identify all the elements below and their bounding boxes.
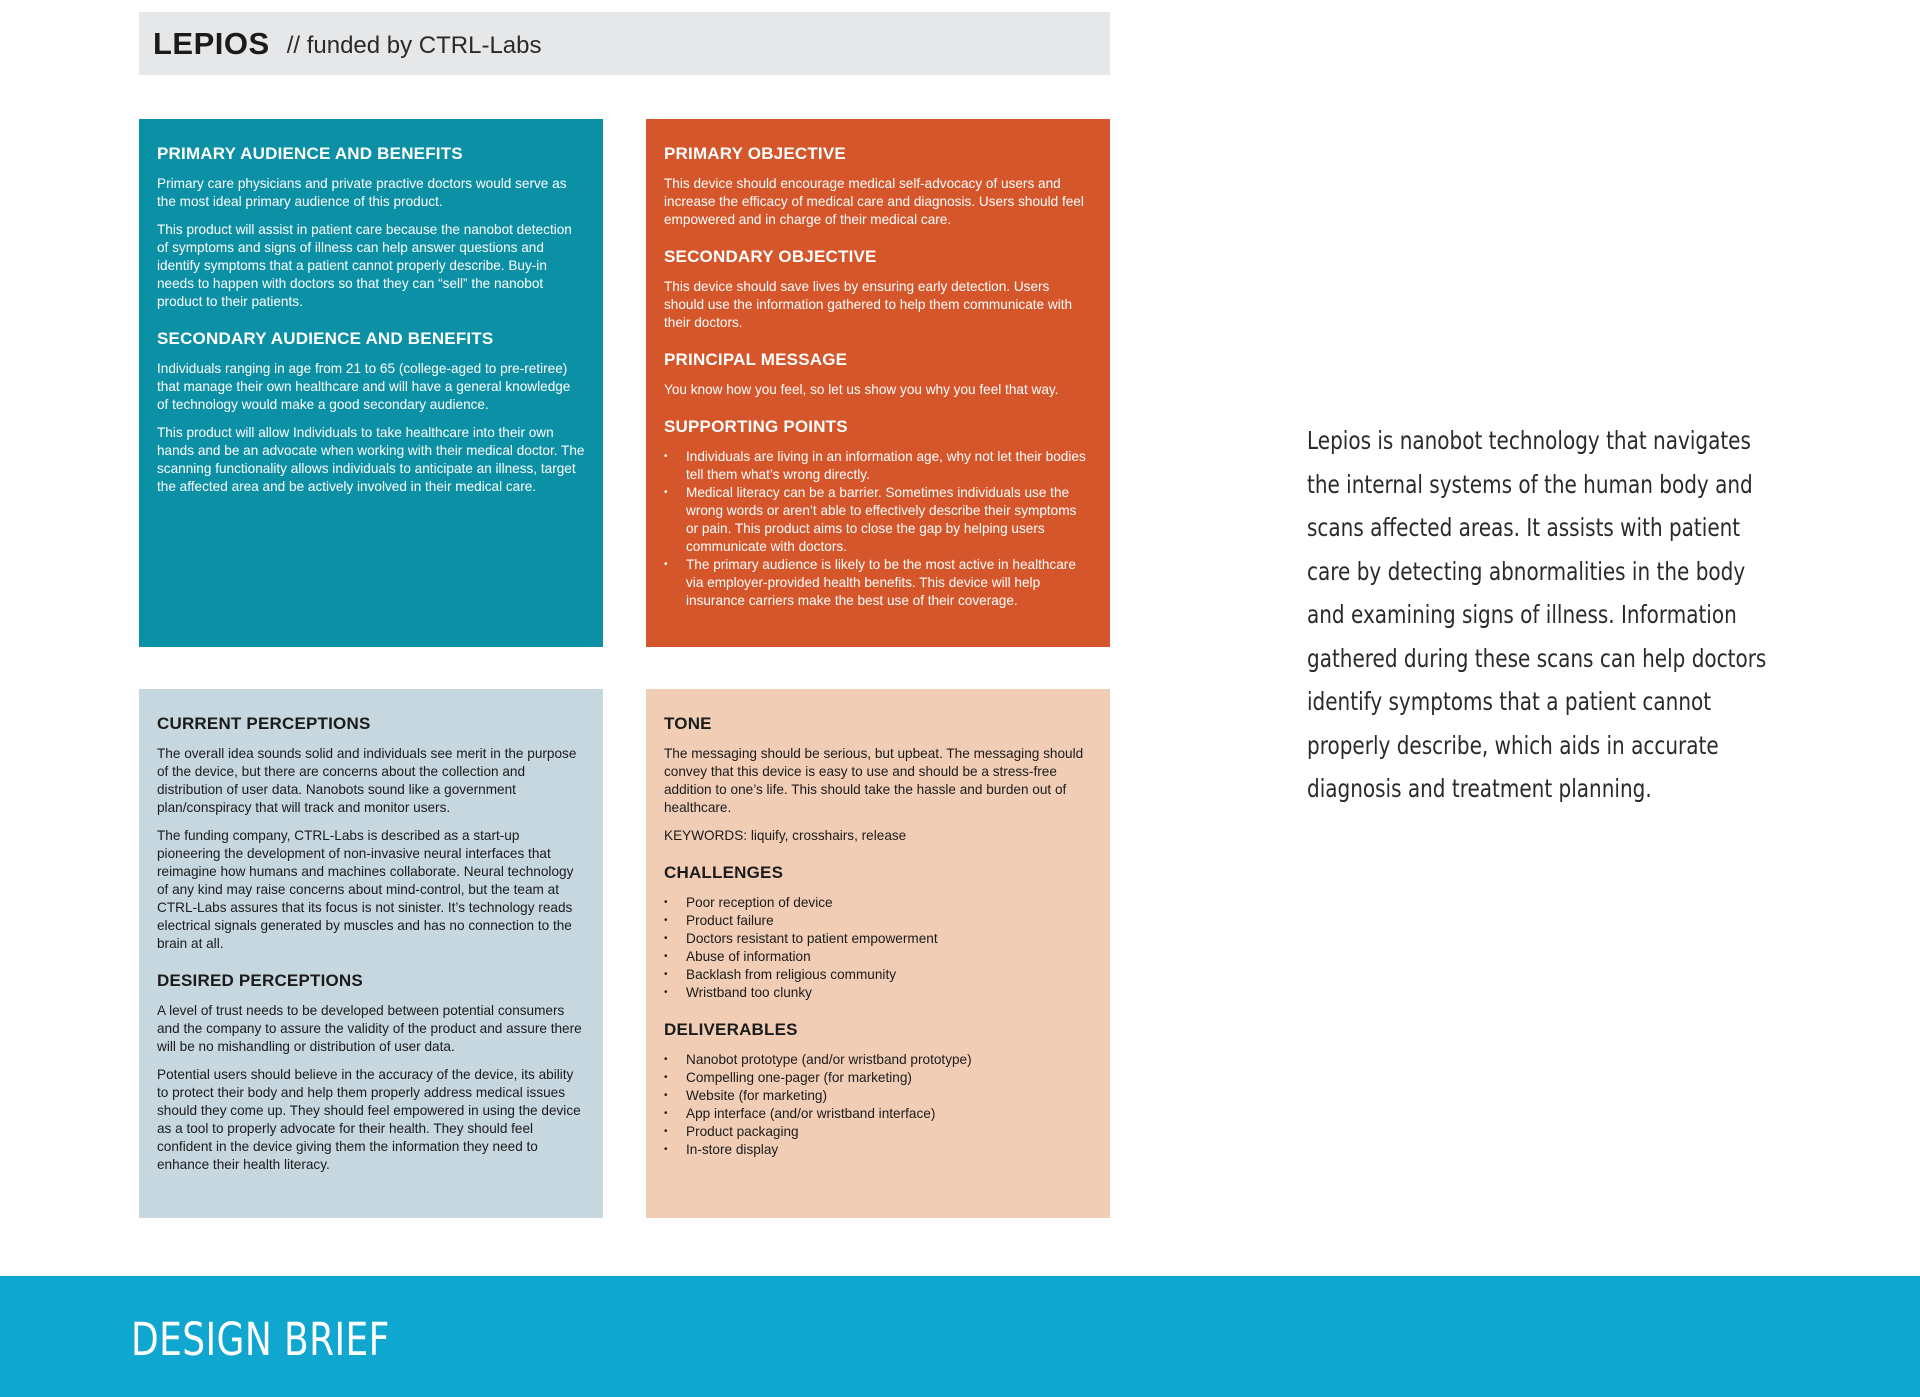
desired-perceptions-text-2: Potential users should believe in the accuracy of the device, its ability to protect their body and help them properly address medical issues should they come up. They should feel empowered in using the device as a tool to properly advocate for their health. They should feel confident in the device giving them the information they need to enhance their health literacy. [157, 1067, 581, 1172]
list-item: • Product packaging [664, 1123, 1092, 1141]
desired-perceptions-heading: DESIRED PERCEPTIONS [157, 971, 363, 990]
list-item: • Website (for marketing) [664, 1087, 1092, 1105]
list-item: • Individuals are living in an information age, why not let their bodies tell them what’s wrong directly. [664, 448, 1092, 484]
deliverables-heading: DELIVERABLES [664, 1020, 798, 1039]
tone-heading: TONE [664, 714, 712, 733]
tone-card [646, 689, 1110, 1218]
header-bar [139, 12, 1110, 75]
list-item: • Poor reception of device [664, 894, 1092, 912]
list-item: • Doctors resistant to patient empowerment [664, 930, 1092, 948]
supporting-points-list [664, 448, 1092, 610]
secondary-objective-text: This device should save lives by ensuring early detection. Users should use the information gathered to help them communicate with their doctors. [664, 279, 1073, 330]
list-item: • The primary audience is likely to be the most active in healthcare via employer-provided health benefits. This device will help insurance carriers make the best use of their coverage. [664, 556, 1092, 610]
primary-audience-text-1: Primary care physicians and private practive doctors would serve as the most ideal primary audience of this product. [157, 176, 567, 209]
tone-text: The messaging should be serious, but upbeat. The messaging should convey that this device is easy to use and should be a stress-free addition to one’s life. This should take the hassle and burden out of healthcare. [664, 746, 1084, 815]
brand-name: LEPIOS [153, 25, 270, 61]
list-item: • Nanobot prototype (and/or wristband prototype) [664, 1051, 1092, 1069]
list-item: • Abuse of information [664, 948, 1092, 966]
primary-objective-text: This device should encourage medical self-advocacy of users and increase the efficacy of medical care and diagnosis. Users should feel empowered and in charge of their medical care. [664, 176, 1084, 227]
list-item: • Wristband too clunky [664, 984, 1092, 1002]
product-description: Lepios is nanobot technology that navigates the internal systems of the human body and scans affected areas. It assists with patient care by detecting abnormalities in the body and examining signs of illness. Information gathered during these scans can help doctors identify symptoms that a patient cannot properly describe, which aids in accurate diagnosis and treatment planning. [1307, 426, 1767, 803]
challenges-list [664, 894, 1092, 1002]
perceptions-card [139, 689, 603, 1218]
audience-card [139, 119, 603, 647]
supporting-points-heading: SUPPORTING POINTS [664, 417, 848, 436]
deliverables-list [664, 1051, 1092, 1159]
primary-audience-heading: PRIMARY AUDIENCE AND BENEFITS [157, 144, 463, 163]
objective-card [646, 119, 1110, 647]
principal-message-heading: PRINCIPAL MESSAGE [664, 350, 848, 369]
keywords-text: KEYWORDS: liquify, crosshairs, release [664, 828, 907, 843]
list-item: • App interface (and/or wristband interface) [664, 1105, 1092, 1123]
footer-band [0, 1276, 1920, 1397]
list-item: • Compelling one-pager (for marketing) [664, 1069, 1092, 1087]
desired-perceptions-text-1: A level of trust needs to be developed between potential consumers and the company to assure the validity of the product and assure there will be no mishandling or distribution of user data. [157, 1003, 582, 1054]
footer-title: DESIGN BRIEF [131, 1313, 390, 1366]
challenges-heading: CHALLENGES [664, 863, 784, 882]
list-item: • Product failure [664, 912, 1092, 930]
list-item: • Backlash from religious community [664, 966, 1092, 984]
secondary-audience-heading: SECONDARY AUDIENCE AND BENEFITS [157, 329, 494, 348]
secondary-audience-text-1: Individuals ranging in age from 21 to 65 (college-aged to pre-retiree) that manage their own healthcare and will have a general knowledge of technology would make a good secondary audience. [157, 361, 571, 412]
secondary-audience-text-2: This product will allow Individuals to take healthcare into their own hands and be an advocate when working with their medical doctor. The scanning functionality allows individuals to anticipate an illness, target the affected area and be actively involved in their medical care. [157, 425, 585, 494]
list-item: • In-store display [664, 1141, 1092, 1159]
primary-audience-text-2: This product will assist in patient care because the nanobot detection of symptoms and signs of illness can help answer questions and identify symptoms that a patient cannot properly describe. Buy-in needs to happen with doctors so that they can “sell” the nanobot product to their patients. [157, 222, 572, 309]
secondary-objective-heading: SECONDARY OBJECTIVE [664, 247, 877, 266]
current-perceptions-text-1: The overall idea sounds solid and individuals see merit in the purpose of the device, but there are concerns about the collection and distribution of user data. Nanobots sound like a government plan/conspiracy that will track and monitor users. [157, 746, 577, 815]
principal-message-text: You know how you feel, so let us show you why you feel that way. [664, 382, 1059, 397]
list-item: • Medical literacy can be a barrier. Sometimes individuals use the wrong words or aren’t able to effectively describe their symptoms or pain. This product aims to close the gap by helping users communicate with doctors. [664, 484, 1092, 556]
current-perceptions-text-2: The funding company, CTRL-Labs is described as a start-up pioneering the development of non-invasive neural interfaces that reimagine how humans and machines collaborate. Neural technology of any kind may raise concerns about mind-control, but the team at CTRL-Labs assures that its focus is not sinister. It’s technology reads electrical signals generated by muscles and has no connection to the brain at all. [157, 828, 574, 951]
primary-objective-heading: PRIMARY OBJECTIVE [664, 144, 846, 163]
current-perceptions-heading: CURRENT PERCEPTIONS [157, 714, 371, 733]
funding-tagline: // funded by CTRL-Labs [286, 31, 542, 59]
